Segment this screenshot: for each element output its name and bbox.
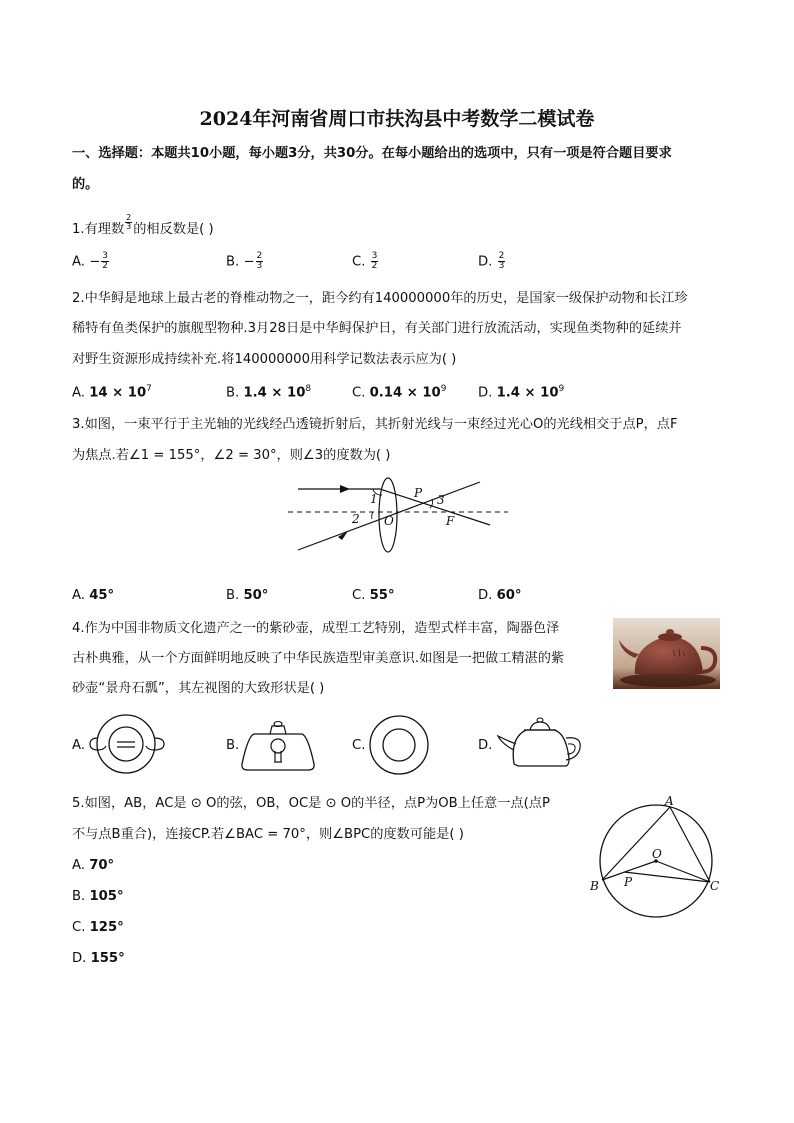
point-p-label: P — [414, 486, 423, 500]
question-4-line1: 4.作为中国非物质文化遗产之一的紫砂壶，成型工艺特别，造型式样丰富，陶器色泽 — [72, 621, 560, 636]
q5-option-c[interactable] — [72, 920, 124, 935]
q3-option-c[interactable] — [352, 588, 395, 603]
section-instructions-line1: 一、选择题：本题共10小题，每小题3分，共30分。在每小题给出的选项中，只有一项是符合题目要求 — [72, 146, 672, 161]
fraction-denominator: 3 — [498, 261, 505, 271]
option-value: 50° — [243, 588, 269, 603]
teapot-photo — [613, 618, 720, 689]
option-exponent: 7 — [146, 384, 152, 394]
point-p-label: P — [624, 875, 633, 889]
arrow-head-icon — [340, 485, 350, 493]
option-label: D. — [478, 588, 493, 603]
q2-option-b[interactable] — [226, 384, 311, 400]
option-exponent: 9 — [440, 384, 447, 394]
question-2-line2: 稀特有鱼类保护的旗舰型物种.3月28日是中华鲟保护日，有关部门进行放流活动，实现鱼类物种的延续并 — [72, 321, 682, 336]
option-label: B. — [226, 738, 240, 753]
point-f-label: F — [446, 514, 455, 528]
question-2-line3: 对野生资源形成持续补充.将140000000用科学记数法表示应为( ) — [72, 352, 457, 367]
option-value: 70° — [89, 858, 115, 873]
fraction-denominator: 2 — [102, 261, 108, 271]
q5-option-a[interactable] — [72, 858, 114, 873]
q1-fraction — [125, 214, 132, 231]
question-3-line2: 为焦点.若∠1 = 155°，∠2 = 30°，则∠3的度数为( ) — [72, 448, 391, 463]
option-fraction — [371, 252, 379, 271]
fraction-numerator: 3 — [102, 251, 108, 261]
option-value: 45° — [89, 588, 115, 603]
option-fraction — [498, 252, 506, 271]
question-4-line3: 砂壶“景舟石瓢”，其左视图的大致形状是( ) — [72, 681, 325, 696]
option-exponent: 8 — [305, 384, 312, 394]
point-a-label: A — [665, 794, 674, 808]
option-fraction — [101, 252, 109, 271]
option-label: D. — [72, 951, 87, 966]
q3-option-d[interactable] — [478, 588, 522, 603]
lens-figure — [280, 475, 520, 560]
option-value: 105° — [89, 889, 124, 904]
fraction-numerator: 2 — [498, 251, 505, 261]
question-5-line1: 5.如图，AB，AC是 ⊙ O的弦，OB，OC是 ⊙ O的半径，点P为OB上任意一点(点P — [72, 796, 550, 811]
q4-option-d[interactable] — [478, 738, 492, 753]
q3-option-a[interactable] — [72, 588, 114, 603]
q5-option-d[interactable] — [72, 951, 125, 966]
option-label: A. — [72, 254, 85, 270]
q4-option-c[interactable] — [352, 738, 365, 753]
point-o-label: O — [652, 847, 662, 861]
option-label: A. — [72, 858, 85, 873]
option-label: A. — [72, 738, 85, 753]
q1-prefix: 1.有理数 — [72, 222, 125, 237]
option-label: A. — [72, 588, 85, 603]
option-label: C. — [352, 588, 366, 603]
option-exponent: 9 — [558, 384, 565, 394]
question-3-line1: 3.如图，一束平行于主光轴的光线经凸透镜折射后，其折射光线与一束经过光心O的光线相交于点P，点F — [72, 417, 678, 432]
q1-option-c[interactable] — [352, 252, 379, 271]
option-label: A. — [72, 385, 85, 401]
fraction-numerator: 2 — [256, 251, 263, 261]
q1-suffix: 的相反数是( ) — [133, 222, 214, 237]
arrow-head-icon — [338, 531, 348, 540]
q4-option-b[interactable] — [226, 738, 239, 753]
question-4-line2: 古朴典雅，从一个方面鲜明地反映了中华民族造型审美意识.如图是一把做工精湛的紫 — [72, 651, 565, 666]
q1-option-a[interactable] — [72, 252, 110, 271]
page-title: 2024年河南省周口市扶沟县中考数学二模试卷 — [199, 108, 595, 130]
option-label: B. — [226, 588, 240, 603]
angle-3-label: 3 — [437, 493, 445, 507]
point-c-label: C — [710, 879, 720, 893]
option-label: C. — [352, 254, 366, 270]
option-value: 55° — [369, 588, 395, 603]
question-1-stem — [72, 214, 214, 239]
option-sign: − — [89, 254, 101, 270]
question-5-line2: 不与点B重合)，连接CP.若∠BAC = 70°，则∠BPC的度数可能是( ) — [72, 827, 464, 842]
q2-option-d[interactable] — [478, 384, 564, 400]
q1-fraction-denominator: 3 — [126, 222, 132, 231]
q4-option-a-figure — [88, 712, 168, 776]
option-fraction — [256, 252, 264, 271]
circle-figure — [588, 792, 728, 924]
option-value: 60° — [496, 588, 522, 603]
q1-option-d[interactable] — [478, 252, 506, 271]
option-label: B. — [226, 254, 240, 270]
point-b-label: B — [590, 879, 599, 893]
q4-option-d-figure — [496, 714, 586, 770]
q3-option-b[interactable] — [226, 588, 268, 603]
option-label: B. — [72, 889, 86, 904]
q4-option-c-figure — [368, 714, 438, 776]
q2-option-a[interactable] — [72, 384, 152, 400]
option-value: 0.14 × 10 — [369, 385, 441, 401]
fraction-denominator: 3 — [256, 261, 263, 271]
q1-fraction-numerator: 2 — [126, 213, 132, 222]
option-value: 1.4 × 10 — [243, 385, 306, 401]
q1-option-b[interactable] — [226, 252, 264, 271]
option-value: 1.4 × 10 — [496, 385, 559, 401]
option-label: D. — [478, 738, 493, 753]
q4-option-b-figure — [240, 718, 320, 774]
option-label: C. — [352, 738, 366, 753]
q2-option-c[interactable] — [352, 384, 446, 400]
option-label: D. — [478, 254, 493, 270]
angle-2-label: 2 — [352, 512, 360, 526]
option-sign: − — [243, 254, 255, 270]
option-label: B. — [226, 385, 240, 401]
option-value: 155° — [90, 951, 125, 966]
option-label: C. — [352, 385, 366, 401]
fraction-numerator: 3 — [371, 251, 378, 261]
option-value: 14 × 10 — [89, 385, 147, 401]
q4-option-a[interactable] — [72, 738, 85, 753]
q5-option-b[interactable] — [72, 889, 124, 904]
option-label: D. — [478, 385, 493, 401]
fraction-denominator: 2 — [371, 261, 378, 271]
option-label: C. — [72, 920, 86, 935]
section-instructions-line2: 的。 — [72, 177, 99, 192]
option-value: 125° — [89, 920, 124, 935]
question-2-line1: 2.中华鲟是地球上最古老的脊椎动物之一，距今约有140000000年的历史，是国家一级保护动物和长江珍 — [72, 291, 688, 306]
point-o-label: O — [384, 514, 394, 528]
angle-1-label: 1 — [370, 492, 378, 506]
